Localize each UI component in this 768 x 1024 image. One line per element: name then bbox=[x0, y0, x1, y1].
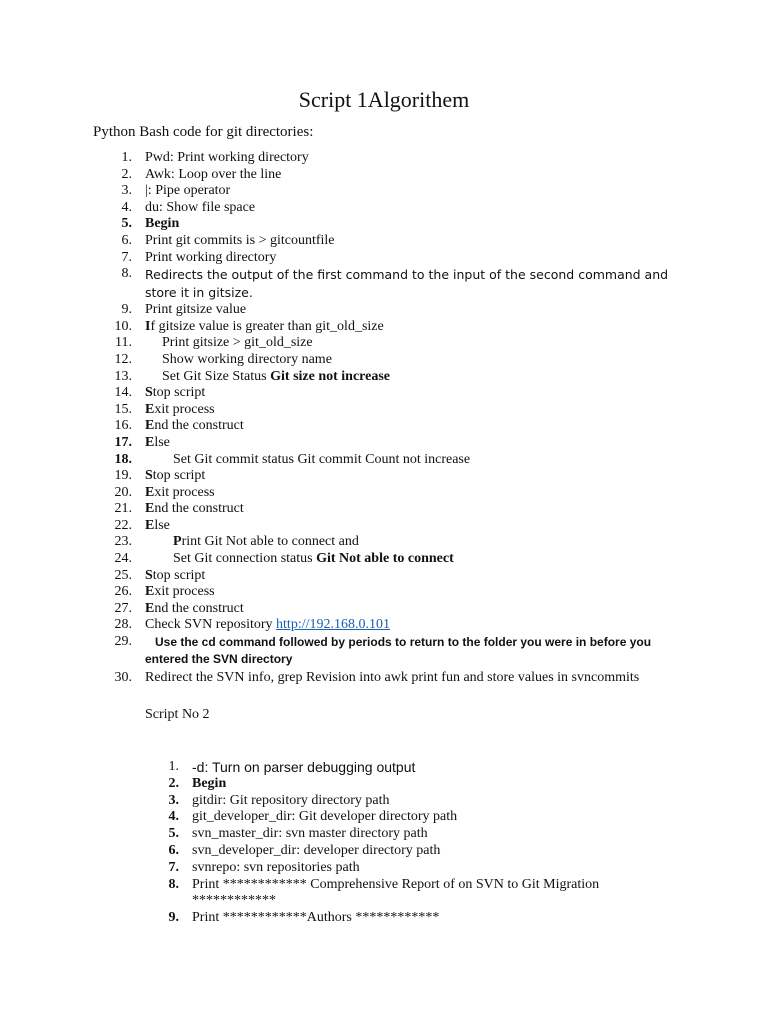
list-item bbox=[0, 468, 768, 485]
item-number: 23. bbox=[114, 534, 132, 550]
list-item bbox=[0, 518, 768, 535]
item-text: Set Git connection status Git Not able to connect bbox=[173, 551, 454, 567]
item-text: Check SVN repository http://192.168.0.101 bbox=[145, 617, 390, 633]
svn-repo-link[interactable]: http://192.168.0.101 bbox=[276, 617, 390, 633]
item-text: Print gitsize value bbox=[145, 302, 247, 318]
list-item bbox=[0, 200, 768, 217]
item-text: End the construct bbox=[145, 501, 244, 517]
item-number: 13. bbox=[114, 368, 132, 384]
item-text: If gitsize value is greater than git_old_size bbox=[145, 318, 384, 334]
list-item bbox=[0, 759, 768, 776]
item-text: Else bbox=[145, 434, 170, 450]
item-text: |: Pipe operator bbox=[145, 183, 231, 199]
page-title: Script 1Algorithem bbox=[298, 87, 470, 112]
list-item bbox=[0, 452, 768, 469]
list-item bbox=[0, 670, 768, 687]
list-item bbox=[0, 485, 768, 502]
item-text: Redirect the SVN info, grep Revision into awk print fun and store values in svncommits bbox=[145, 670, 640, 686]
list-item bbox=[0, 826, 768, 843]
item-text: Print Git Not able to connect and bbox=[173, 534, 359, 550]
item-text: Else bbox=[145, 517, 170, 533]
item-number: 5. bbox=[168, 826, 179, 842]
list-item bbox=[0, 809, 768, 826]
item-number: 15. bbox=[114, 401, 132, 417]
item-text: Set Git commit status Git commit Count not increase bbox=[173, 451, 471, 467]
item-number: 27. bbox=[114, 600, 132, 616]
item-text: End the construct bbox=[145, 418, 244, 434]
item-number: 25. bbox=[114, 567, 132, 583]
list-item bbox=[0, 250, 768, 267]
item-text: Stop script bbox=[145, 385, 206, 401]
list-item bbox=[0, 266, 768, 302]
item-text: du: Show file space bbox=[145, 199, 256, 215]
item-number: 22. bbox=[114, 517, 132, 533]
item-text: Print git commits is > gitcountfile bbox=[145, 232, 335, 248]
item-number: 28. bbox=[114, 617, 132, 633]
list-item bbox=[0, 501, 768, 518]
item-number: 7. bbox=[168, 859, 179, 875]
algorithm-list-2 bbox=[0, 759, 768, 926]
list-item bbox=[0, 877, 768, 910]
algorithm-list-1 bbox=[0, 150, 768, 687]
list-item bbox=[0, 776, 768, 793]
item-text: Stop script bbox=[145, 567, 206, 583]
item-text: Redirects the output of the first command to the input of the second command and store it in gitsize. bbox=[145, 267, 669, 301]
list-item bbox=[0, 150, 768, 167]
item-number: 7. bbox=[121, 249, 132, 265]
item-number: 6. bbox=[168, 842, 179, 858]
item-text: Stop script bbox=[145, 468, 206, 484]
item-text: Use the cd command followed by periods to return to the folder you were in before you entered the SVN directory bbox=[145, 635, 652, 667]
item-text: Pwd: Print working directory bbox=[145, 150, 309, 165]
item-number: 21. bbox=[114, 501, 132, 517]
list-item bbox=[0, 793, 768, 810]
item-number: 4. bbox=[168, 809, 179, 825]
script-2-heading: Script No 2 bbox=[145, 707, 210, 722]
item-text: Awk: Loop over the line bbox=[145, 166, 282, 182]
item-number: 11. bbox=[115, 335, 132, 351]
item-text: Print working directory bbox=[145, 249, 277, 265]
item-number: 10. bbox=[114, 318, 132, 334]
list-item bbox=[0, 167, 768, 184]
list-item bbox=[0, 860, 768, 877]
list-item bbox=[0, 352, 768, 369]
intro-text: Python Bash code for git directories: bbox=[93, 124, 314, 140]
item-number: 5. bbox=[121, 216, 132, 232]
item-number: 14. bbox=[114, 385, 132, 401]
item-text: Begin bbox=[145, 216, 180, 232]
item-text: Set Git Size Status Git size not increase bbox=[162, 368, 391, 384]
item-text: Begin bbox=[192, 775, 227, 791]
item-text: svn_master_dir: svn master directory path bbox=[192, 826, 428, 842]
list-item bbox=[0, 183, 768, 200]
list-item bbox=[0, 910, 768, 927]
item-number: 1. bbox=[168, 759, 179, 774]
item-number: 3. bbox=[121, 183, 132, 199]
item-text: Exit process bbox=[145, 484, 215, 500]
item-text: Exit process bbox=[145, 401, 215, 417]
item-number: 3. bbox=[168, 792, 179, 808]
list-item bbox=[0, 216, 768, 233]
list-item bbox=[0, 617, 768, 634]
list-item bbox=[0, 601, 768, 618]
item-number: 8. bbox=[121, 266, 132, 282]
list-item bbox=[0, 319, 768, 336]
item-text: Print gitsize > git_old_size bbox=[162, 335, 313, 351]
item-text: Print ************ Comprehensive Report of on SVN to Git Migration ************ bbox=[192, 876, 600, 909]
list-item bbox=[0, 418, 768, 435]
item-number: 19. bbox=[114, 468, 132, 484]
item-number: 30. bbox=[114, 670, 132, 686]
item-text: svnrepo: svn repositories path bbox=[192, 859, 360, 875]
list-item bbox=[0, 402, 768, 419]
item-text: Exit process bbox=[145, 584, 215, 600]
item-number: 20. bbox=[114, 484, 132, 500]
item-number: 6. bbox=[121, 232, 132, 248]
item-number: 17. bbox=[114, 434, 132, 450]
list-item bbox=[0, 435, 768, 452]
item-number: 8. bbox=[168, 876, 179, 892]
list-item bbox=[0, 335, 768, 352]
item-number: 16. bbox=[114, 418, 132, 434]
item-number: 12. bbox=[114, 351, 132, 367]
item-number: 9. bbox=[168, 909, 179, 925]
item-text: svn_developer_dir: developer directory path bbox=[192, 842, 441, 858]
list-item bbox=[0, 551, 768, 568]
list-item bbox=[0, 233, 768, 250]
list-item bbox=[0, 634, 768, 670]
item-number: 2. bbox=[168, 775, 179, 791]
item-text: Print ************Authors ************ bbox=[192, 909, 440, 925]
item-number: 29. bbox=[114, 634, 132, 650]
item-text: Show working directory name bbox=[162, 351, 332, 367]
list-item bbox=[0, 302, 768, 319]
list-item bbox=[0, 369, 768, 386]
list-item bbox=[0, 584, 768, 601]
item-number: 18. bbox=[114, 451, 132, 467]
item-text: git_developer_dir: Git developer directory path bbox=[192, 809, 458, 825]
list-item bbox=[0, 385, 768, 402]
item-number: 24. bbox=[114, 551, 132, 567]
list-item bbox=[0, 534, 768, 551]
item-number: 1. bbox=[121, 150, 132, 165]
item-number: 26. bbox=[114, 584, 132, 600]
item-text: gitdir: Git repository directory path bbox=[192, 792, 390, 808]
item-text: End the construct bbox=[145, 600, 244, 616]
item-number: 2. bbox=[121, 166, 132, 182]
item-text: -d: Turn on parser debugging output bbox=[192, 759, 416, 775]
item-number: 9. bbox=[121, 302, 132, 318]
list-item bbox=[0, 568, 768, 585]
list-item bbox=[0, 843, 768, 860]
item-number: 4. bbox=[121, 199, 132, 215]
